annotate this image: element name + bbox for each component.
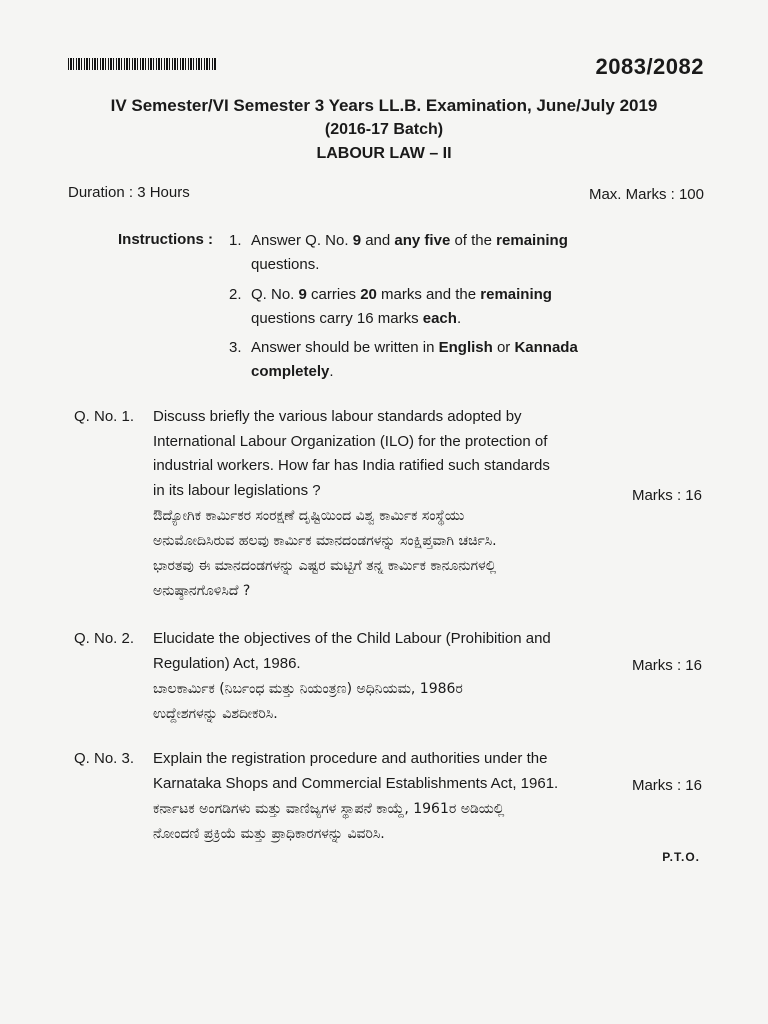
max-marks: Max. Marks : 100: [588, 186, 704, 203]
question-text: Elucidate the objectives of the Child Labour (Prohibition and Regulation) Act, 1986.: [153, 630, 551, 672]
instruction-text: Answer Q. No. 9 and any five of the remaining questions.: [251, 232, 568, 273]
question-text-kannada: ಕರ್ನಾಟಕ ಅಂಗಡಿಗಳು ಮತ್ತು ವಾಣಿಜ್ಯಗಳ ಸ್ಥಾಪನೆ ಕಾಯ್ದೆ, 1961ರ ಅಡಿಯಲ್ಲಿ ನೋಂದಣಿ ಪ್ರಕ್ರಿಯೆ ಮತ್ತು ಪ್ರಾಧಿಕಾರಗಳನ್ನು ವಿವರಿಸಿ.: [153, 801, 505, 842]
instruction-text: Answer should be written in English or Kannada completely.: [251, 339, 578, 380]
please-turn-over: P.T.O.: [662, 850, 700, 864]
question-text: Explain the registration procedure and authorities under the Karnataka Shops and Commercial Establishments Act, 1961.: [153, 750, 559, 792]
question-2: [74, 627, 714, 727]
question-text-kannada: ಬಾಲಕಾರ್ಮಿಕ (ನಿರ್ಬಂಧ ಮತ್ತು ನಿಯಂತ್ರಣ) ಅಧಿನಿಯಮ, 1986ರ ಉದ್ದೇಶಗಳನ್ನು ವಿಶದೀಕರಿಸಿ.: [153, 681, 463, 722]
instruction-number: 3.: [229, 339, 242, 356]
question-number: Q. No. 3.: [74, 750, 135, 767]
question-marks: Marks : 16: [631, 487, 702, 504]
duration: Duration : 3 Hours: [68, 184, 190, 201]
barcode: [68, 58, 216, 70]
question-3: [74, 747, 714, 847]
question-1: [74, 405, 714, 605]
instruction-text: Q. No. 9 carries 20 marks and the remaining questions carry 16 marks each.: [251, 286, 552, 327]
paper-code: 2083/2082: [595, 54, 704, 79]
exam-title: IV Semester/VI Semester 3 Years LL.B. Examination, June/July 2019: [110, 96, 658, 115]
subject-title: LABOUR LAW – II: [316, 145, 452, 162]
instruction-number: 1.: [229, 232, 242, 249]
question-text-kannada: ಔದ್ಯೋಗಿಕ ಕಾರ್ಮಿಕರ ಸಂರಕ್ಷಣೆ ದೃಷ್ಟಿಯಿಂದ ವಿಶ್ವ ಕಾರ್ಮಿಕ ಸಂಸ್ಥೆಯು ಅನುಮೋದಿಸಿರುವ ಹಲವು ಕಾರ್ಮಿಕ ಮಾನದಂಡಗಳನ್ನು ಸಂಕ್ಷಿಪ್ತವಾಗಿ ಚರ್ಚಿಸಿ. ಭಾರತವು ಈ ಮಾನದಂಡಗಳನ್ನು ಎಷ್ಟರ ಮಟ್ಟಿಗೆ ತನ್ನ ಕಾರ್ಮಿಕ ಕಾನೂನುಗಳಲ್ಲಿ ಅನುಷ್ಠಾನಗೊಳಿಸಿದೆ ?: [153, 508, 497, 599]
question-number: Q. No. 2.: [74, 630, 135, 647]
instructions-label: Instructions :: [118, 231, 214, 248]
question-marks: Marks : 16: [631, 777, 702, 794]
question-number: Q. No. 1.: [74, 408, 135, 425]
instruction-number: 2.: [229, 286, 242, 303]
question-text: Discuss briefly the various labour standards adopted by International Labour Organization (ILO) for the protection of industrial workers. How far has India ratified such standards in its labour legislations ?: [153, 408, 550, 499]
question-marks: Marks : 16: [631, 657, 702, 674]
batch: (2016-17 Batch): [324, 121, 444, 138]
